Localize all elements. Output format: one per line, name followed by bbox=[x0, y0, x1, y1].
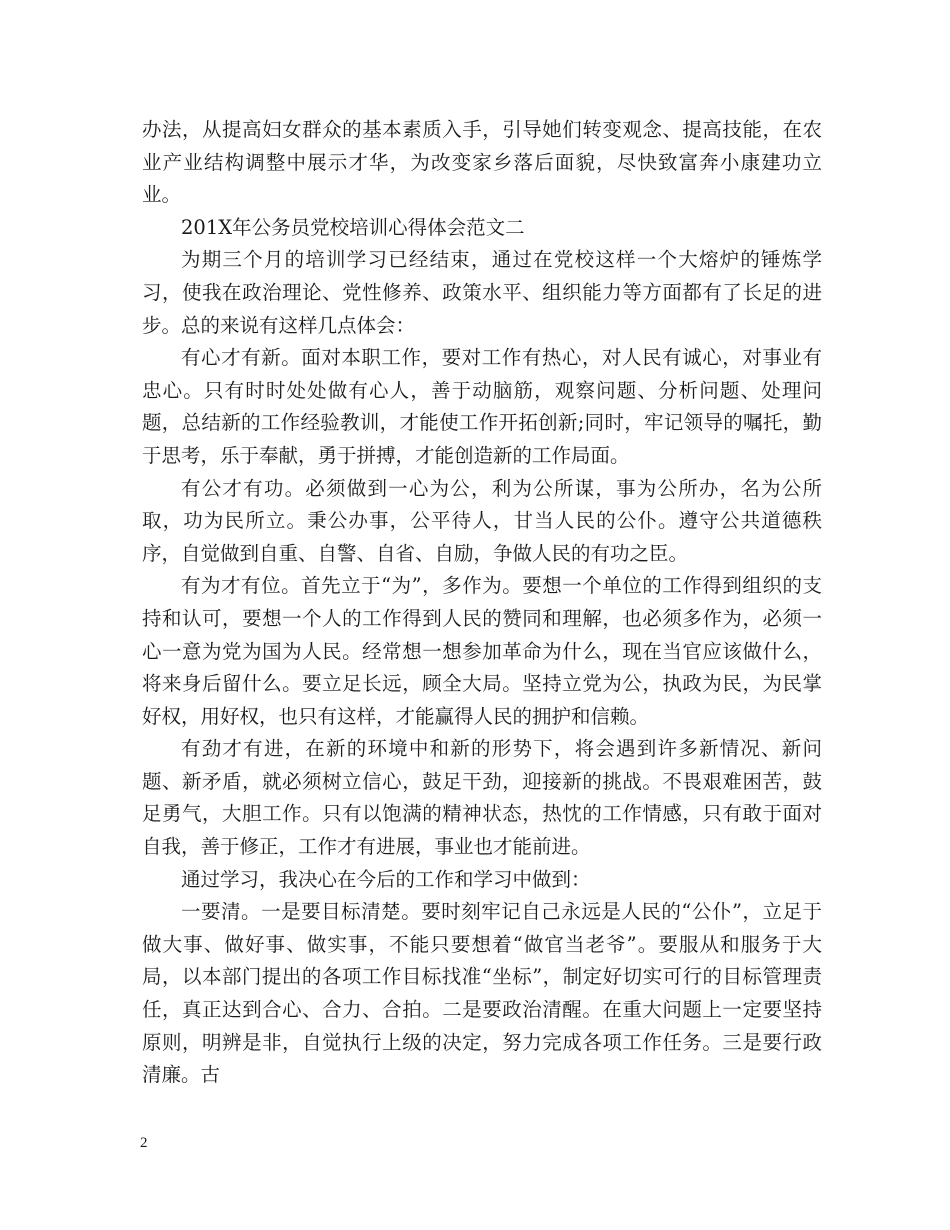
paragraph-8: 通过学习，我决心在今后的工作和学习中做到： bbox=[181, 867, 591, 891]
paragraph-6: 有为才有位。首先立于“为”，多作为。要想一个单位的工作得到组织的支持和认可，要想一个人的工作得到人民的赞同和理解，也必须多作为，必须一心一意为党为国为人民。经常想一想参加革命为什么，现在当官应该做什么，将来身后留什么。要立足长远，顾全大局。坚持立党为公，执政为民，为民掌好权，用好权，也只有这样，才能赢得人民的拥护和信赖。 bbox=[142, 574, 822, 728]
paragraph-1: 办法，从提高妇女群众的基本素质入手，引导她们转变观念、提高技能，在农业产业结构调整中展示才华，为改变家乡落后面貌，尽快致富奔小康建功立业。 bbox=[142, 118, 822, 207]
paragraph-7: 有劲才有进，在新的环境中和新的形势下，将会遇到许多新情况、新问题、新矛盾，就必须树立信心，鼓足干劲，迎接新的挑战。不畏艰难困苦，鼓足勇气，大胆工作。只有以饱满的精神状态，热忱的工作情感，只有敢于面对自我，善于修正，工作才有进展，事业也才能前进。 bbox=[142, 737, 822, 859]
paragraph-5: 有公才有功。必须做到一心为公，利为公所谋，事为公所办，名为公所取，功为民所立。秉公办事，公平待人，甘当人民的公仆。遵守公共道德秩序，自觉做到自重、自警、自省、自励，争做人民的有功之臣。 bbox=[142, 476, 822, 565]
paragraph-3: 为期三个月的培训学习已经结束，通过在党校这样一个大熔炉的锤炼学习，使我在政治理论、党性修养、政策水平、组织能力等方面都有了长足的进步。总的来说有这样几点体会： bbox=[142, 248, 822, 337]
paragraph-4: 有心才有新。面对本职工作，要对工作有热心，对人民有诚心，对事业有忠心。只有时时处处做有心人，善于动脑筋，观察问题、分析问题、处理问题，总结新的工作经验教训，才能使工作开拓创新;同时，牢记领导的嘱托，勤于思考，乐于奉献，勇于拼搏，才能创造新的工作局面。 bbox=[142, 346, 822, 467]
paragraph-9: 一要清。一是要目标清楚。要时刻牢记自己永远是人民的“公仆”，立足于做大事、做好事、做实事，不能只要想着“做官当老爷”。要服从和服务于大局，以本部门提出的各项工作目标找准“坐标”，制定好切实可行的目标管理责任，真正达到合心、合力、合拍。二是要政治清醒。在重大问题上一定要坚持原则，明辨是非，自觉执行上级的决定，努力完成各项工作任务。三是要行政清廉。古 bbox=[142, 900, 822, 1087]
document-body bbox=[142, 114, 822, 1092]
page-number: 2 bbox=[140, 1135, 148, 1151]
paragraph-2-heading: 201X年公务员党校培训心得体会范文二 bbox=[181, 215, 525, 239]
